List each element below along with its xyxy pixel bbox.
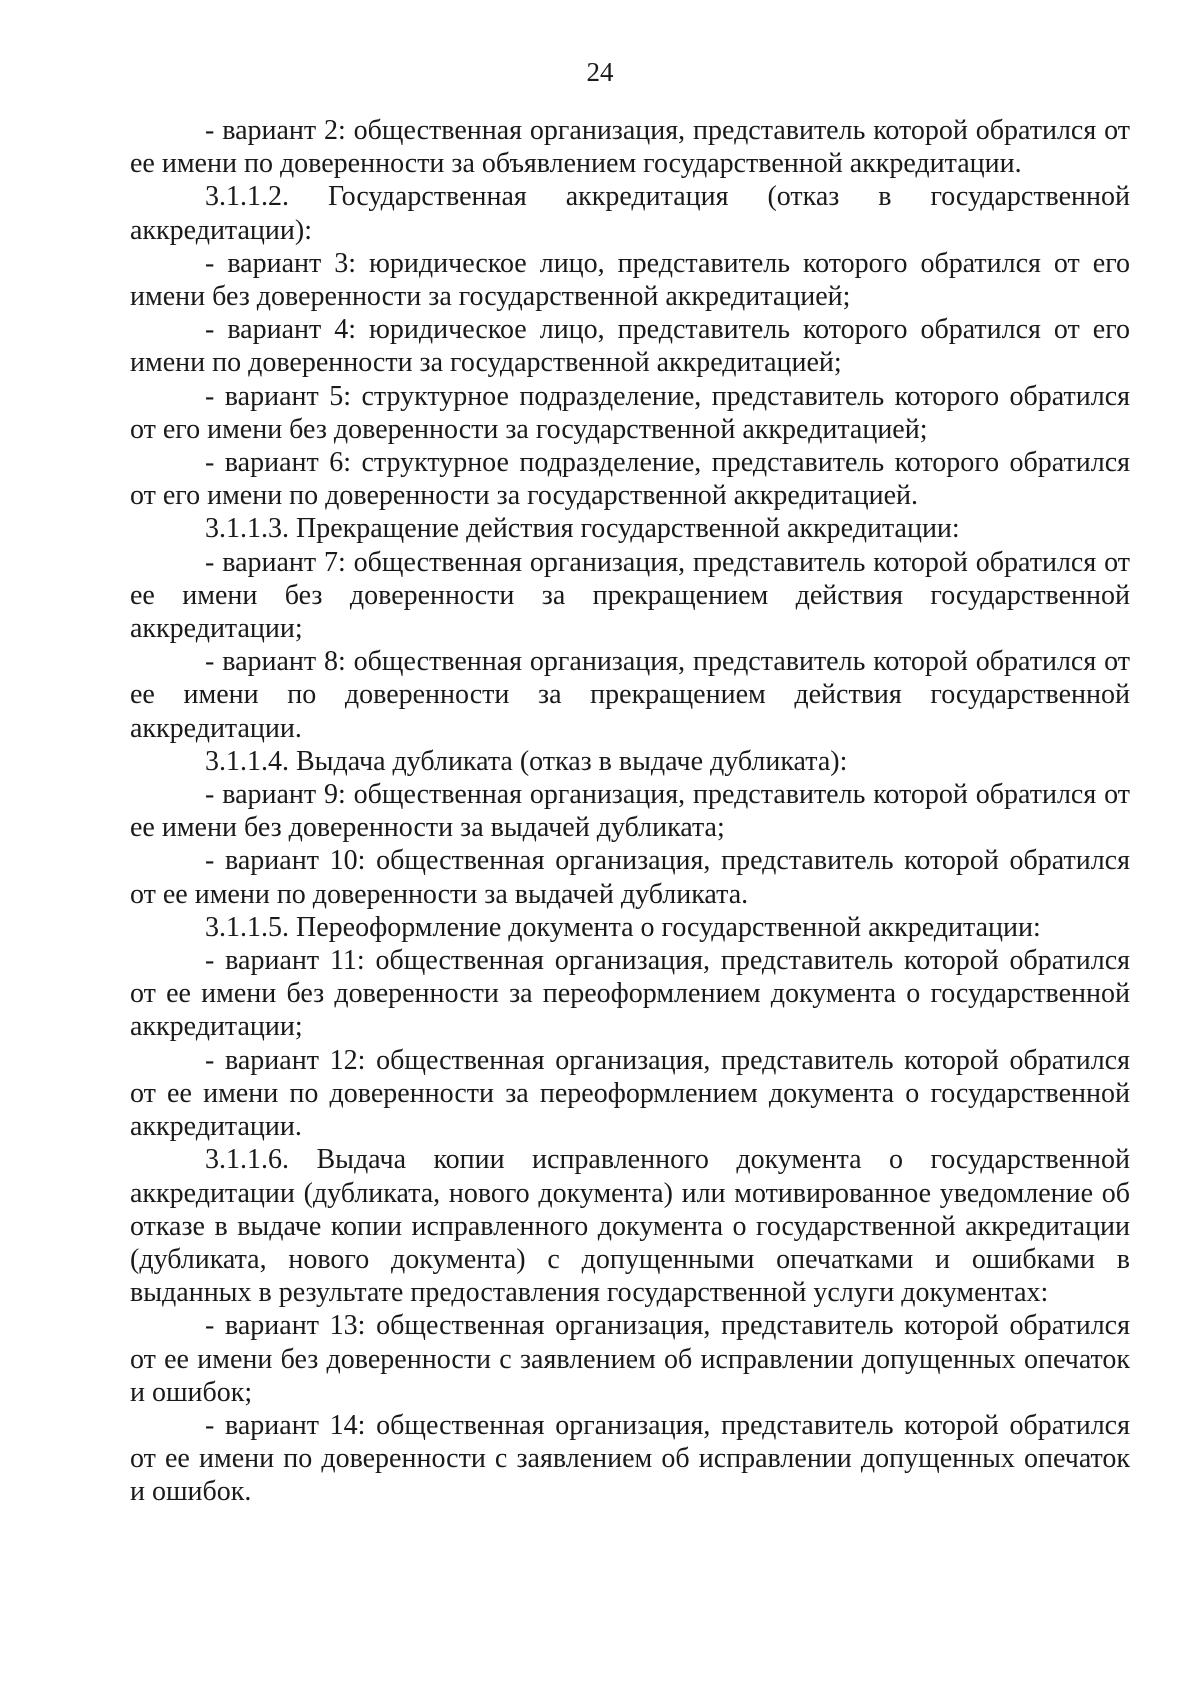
paragraph-variant-14: - вариант 14: общественная организация, представитель которой обратился от ее имени по доверенности с заявлением об исправлении допущенных опечаток и ошибок. xyxy=(130,1409,1130,1508)
paragraph-variant-6: - вариант 6: структурное подразделение, представитель которого обратился от его имени по доверенности за государственной аккредитацией. xyxy=(130,447,1130,512)
paragraph-variant-5: - вариант 5: структурное подразделение, представитель которого обратился от его имени без доверенности за государственной аккредитацией; xyxy=(130,380,1130,445)
paragraph-variant-12: - вариант 12: общественная организация, представитель которой обратился от ее имени по доверенности за переоформлением документа о государственной аккредитации. xyxy=(130,1044,1130,1143)
paragraph-variant-10: - вариант 10: общественная организация, представитель которой обратился от ее имени по доверенности за выдачей дубликата. xyxy=(130,845,1130,910)
paragraph-variant-11: - вариант 11: общественная организация, представитель которой обратился от ее имени без доверенности за переоформлением документа о государственной аккредитации; xyxy=(130,945,1130,1043)
paragraph-section-3-1-1-3: 3.1.1.3. Прекращение действия государственной аккредитации: xyxy=(205,513,960,545)
paragraph-variant-9: - вариант 9: общественная организация, представитель которой обратился от ее имени без доверенности за выдачей дубликата; xyxy=(130,779,1130,844)
paragraph-variant-4: - вариант 4: юридическое лицо, представитель которого обратился от его имени по доверенности за государственной аккредитацией; xyxy=(130,314,1130,379)
paragraph-section-3-1-1-5: 3.1.1.5. Переоформление документа о государственной аккредитации: xyxy=(205,911,1041,943)
paragraph-section-3-1-1-2: 3.1.1.2. Государственная аккредитация (отказ в государственной аккредитации): xyxy=(130,181,1130,246)
paragraph-variant-3: - вариант 3: юридическое лицо, представитель которого обратился от его имени без доверенности за государственной аккредитацией; xyxy=(130,247,1130,313)
document-body xyxy=(130,114,1130,1509)
paragraph-section-3-1-1-4: 3.1.1.4. Выдача дубликата (отказ в выдаче дубликата): xyxy=(205,745,848,777)
paragraph-variant-13: - вариант 13: общественная организация, представитель которой обратился от ее имени без доверенности с заявлением об исправлении допущенных опечаток и ошибок; xyxy=(130,1310,1130,1408)
page-number: 24 xyxy=(586,57,614,87)
paragraph-variant-7: - вариант 7: общественная организация, представитель которой обратился от ее имени без доверенности за прекращением действия государственной аккредитации; xyxy=(130,546,1130,645)
paragraph-section-3-1-1-6: 3.1.1.6. Выдача копии исправленного документа о государственной аккредитации (дубликата, нового документа) или мотивированное уведомление об отказе в выдаче копии исправленного документа о государственной аккредитации (дубликата, нового документа) с допущенными опечатками и ошибками в выданных в результате предоставления государственной услуги документах: xyxy=(130,1144,1130,1309)
paragraph-variant-2: - вариант 2: общественная организация, представитель которой обратился от ее имени по доверенности за объявлением государственной аккредитации. xyxy=(130,115,1130,180)
paragraph-variant-8: - вариант 8: общественная организация, представитель которой обратился от ее имени по доверенности за прекращением действия государственной аккредитации. xyxy=(130,646,1130,744)
